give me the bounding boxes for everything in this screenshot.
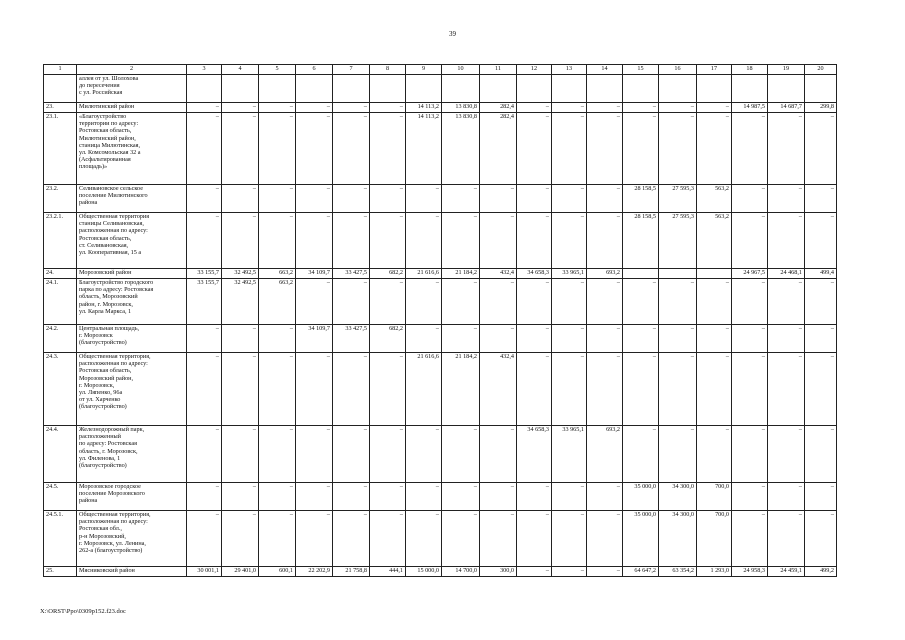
item-number-cell: 24.2.: [44, 325, 77, 353]
value-cell: –: [442, 511, 480, 567]
value-cell: 33 155,7: [187, 279, 222, 325]
value-cell: –: [587, 325, 623, 353]
value-cell: –: [333, 426, 370, 483]
value-cell: –: [768, 185, 805, 213]
value-cell: –: [587, 113, 623, 185]
value-cell: –: [370, 279, 406, 325]
value-cell: –: [732, 185, 768, 213]
value-cell: 300,0: [480, 567, 517, 577]
value-cell: [552, 75, 587, 103]
table-body: [44, 65, 837, 577]
value-cell: –: [406, 185, 442, 213]
value-cell: 22 202,9: [296, 567, 333, 577]
value-cell: –: [296, 213, 333, 269]
value-cell: –: [406, 325, 442, 353]
value-cell: 693,2: [587, 426, 623, 483]
value-cell: 14 113,2: [406, 113, 442, 185]
table-row: [44, 269, 837, 279]
value-cell: –: [517, 213, 552, 269]
column-number-cell: 15: [623, 65, 659, 75]
item-name-cell: Селивановское сельское поселение Милютинского района: [77, 185, 187, 213]
value-cell: [442, 75, 480, 103]
item-number-cell: [44, 75, 77, 103]
header-row: [44, 65, 837, 75]
value-cell: 563,2: [697, 213, 732, 269]
value-cell: –: [406, 483, 442, 511]
value-cell: –: [333, 185, 370, 213]
value-cell: –: [480, 483, 517, 511]
value-cell: 24 459,1: [768, 567, 805, 577]
value-cell: –: [480, 279, 517, 325]
value-cell: –: [517, 325, 552, 353]
table-row: [44, 279, 837, 325]
value-cell: –: [697, 113, 732, 185]
column-number-cell: 4: [222, 65, 259, 75]
value-cell: [259, 75, 296, 103]
table-row: [44, 213, 837, 269]
table-row: [44, 325, 837, 353]
value-cell: [732, 75, 768, 103]
value-cell: –: [370, 113, 406, 185]
value-cell: –: [697, 103, 732, 113]
value-cell: –: [333, 103, 370, 113]
value-cell: –: [370, 185, 406, 213]
value-cell: –: [623, 279, 659, 325]
column-number-cell: 13: [552, 65, 587, 75]
value-cell: –: [552, 185, 587, 213]
value-cell: –: [805, 279, 837, 325]
item-number-cell: 24.3.: [44, 353, 77, 426]
value-cell: –: [517, 483, 552, 511]
value-cell: –: [259, 511, 296, 567]
item-name-cell: Милютинский район: [77, 103, 187, 113]
value-cell: –: [187, 213, 222, 269]
value-cell: –: [587, 483, 623, 511]
value-cell: –: [333, 511, 370, 567]
value-cell: –: [805, 353, 837, 426]
value-cell: –: [697, 279, 732, 325]
value-cell: –: [480, 325, 517, 353]
value-cell: –: [333, 483, 370, 511]
value-cell: –: [732, 325, 768, 353]
value-cell: 663,2: [259, 279, 296, 325]
value-cell: 30 001,1: [187, 567, 222, 577]
value-cell: –: [222, 353, 259, 426]
value-cell: –: [333, 279, 370, 325]
item-name-cell: «Благоустройство территории по адресу: Ростовская область, Милютинский район, станица Милютинская, ул. Комсомольская 32 а (Асфальтированная площадь)»: [77, 113, 187, 185]
item-number-cell: 25.: [44, 567, 77, 577]
value-cell: –: [222, 103, 259, 113]
column-number-cell: 8: [370, 65, 406, 75]
value-cell: –: [659, 113, 697, 185]
footer-file-path: X:\ORST\Ppo\0309p152.f23.doc: [40, 608, 126, 615]
value-cell: –: [370, 353, 406, 426]
value-cell: –: [697, 353, 732, 426]
value-cell: 34 300,0: [659, 483, 697, 511]
item-name-cell: Благоустройство городского парка по адресу: Ростовская область, Морозовский район, г. Морозовск, ул. Карла Маркса, 1: [77, 279, 187, 325]
value-cell: –: [296, 353, 333, 426]
value-cell: 34 658,3: [517, 269, 552, 279]
value-cell: –: [587, 353, 623, 426]
value-cell: –: [732, 279, 768, 325]
value-cell: –: [517, 103, 552, 113]
value-cell: –: [370, 213, 406, 269]
value-cell: –: [259, 353, 296, 426]
value-cell: –: [805, 185, 837, 213]
value-cell: 13 830,8: [442, 113, 480, 185]
value-cell: 27 595,3: [659, 185, 697, 213]
item-name-cell: Морозовское городское поселение Морозовского района: [77, 483, 187, 511]
value-cell: –: [552, 353, 587, 426]
value-cell: –: [480, 213, 517, 269]
item-number-cell: 23.2.: [44, 185, 77, 213]
budget-table: [43, 64, 837, 577]
value-cell: –: [222, 213, 259, 269]
value-cell: 33 427,5: [333, 269, 370, 279]
value-cell: –: [187, 353, 222, 426]
value-cell: –: [805, 483, 837, 511]
value-cell: [333, 75, 370, 103]
value-cell: –: [517, 353, 552, 426]
value-cell: –: [370, 483, 406, 511]
column-number-cell: 1: [44, 65, 77, 75]
value-cell: 432,4: [480, 353, 517, 426]
value-cell: 34 658,3: [517, 426, 552, 483]
value-cell: –: [623, 113, 659, 185]
value-cell: 29 401,0: [222, 567, 259, 577]
value-cell: –: [296, 426, 333, 483]
column-number-cell: 19: [768, 65, 805, 75]
value-cell: [697, 269, 732, 279]
value-cell: –: [333, 353, 370, 426]
value-cell: 14 113,2: [406, 103, 442, 113]
item-name-cell: Общественная территория, расположенная по адресу: Ростовская обл., р-н Морозовский, г. Морозовск, ул. Ленина, 262-а (благоустройство): [77, 511, 187, 567]
value-cell: 63 354,2: [659, 567, 697, 577]
value-cell: –: [732, 483, 768, 511]
value-cell: –: [222, 325, 259, 353]
value-cell: –: [623, 353, 659, 426]
value-cell: –: [259, 103, 296, 113]
value-cell: –: [768, 279, 805, 325]
value-cell: –: [259, 113, 296, 185]
value-cell: –: [296, 483, 333, 511]
value-cell: –: [768, 325, 805, 353]
table-row: [44, 113, 837, 185]
value-cell: 33 965,1: [552, 269, 587, 279]
value-cell: 34 109,7: [296, 269, 333, 279]
value-cell: 563,2: [697, 185, 732, 213]
item-name-cell: Центральная площадь, г. Морозовск (благоустройство): [77, 325, 187, 353]
value-cell: –: [517, 185, 552, 213]
value-cell: –: [552, 483, 587, 511]
value-cell: [222, 75, 259, 103]
value-cell: –: [517, 567, 552, 577]
value-cell: –: [768, 483, 805, 511]
value-cell: 21 616,6: [406, 269, 442, 279]
value-cell: –: [623, 426, 659, 483]
value-cell: 35 000,0: [623, 511, 659, 567]
value-cell: –: [659, 279, 697, 325]
value-cell: 600,1: [259, 567, 296, 577]
item-number-cell: 23.1.: [44, 113, 77, 185]
value-cell: –: [296, 511, 333, 567]
column-number-cell: 11: [480, 65, 517, 75]
value-cell: –: [732, 426, 768, 483]
value-cell: [517, 75, 552, 103]
value-cell: 444,1: [370, 567, 406, 577]
value-cell: –: [659, 353, 697, 426]
value-cell: 28 158,5: [623, 185, 659, 213]
value-cell: –: [732, 213, 768, 269]
value-cell: –: [805, 325, 837, 353]
value-cell: 282,4: [480, 113, 517, 185]
value-cell: –: [659, 325, 697, 353]
column-number-cell: 16: [659, 65, 697, 75]
column-number-cell: 9: [406, 65, 442, 75]
column-number-cell: 18: [732, 65, 768, 75]
column-number-cell: 7: [333, 65, 370, 75]
value-cell: –: [552, 279, 587, 325]
value-cell: –: [697, 426, 732, 483]
value-cell: –: [480, 426, 517, 483]
value-cell: –: [552, 511, 587, 567]
value-cell: –: [768, 113, 805, 185]
value-cell: –: [333, 113, 370, 185]
table-row: [44, 426, 837, 483]
item-name-cell: Морозовский район: [77, 269, 187, 279]
table-row: [44, 75, 837, 103]
value-cell: 28 158,5: [623, 213, 659, 269]
column-number-cell: 3: [187, 65, 222, 75]
value-cell: –: [259, 213, 296, 269]
value-cell: –: [259, 483, 296, 511]
value-cell: –: [442, 279, 480, 325]
item-name-cell: Мясниковский район: [77, 567, 187, 577]
value-cell: –: [222, 426, 259, 483]
item-name-cell: аллея от ул. Шолохова до пересечения с ул. Российская: [77, 75, 187, 103]
column-number-cell: 20: [805, 65, 837, 75]
value-cell: –: [768, 353, 805, 426]
table-row: [44, 103, 837, 113]
value-cell: 299,8: [805, 103, 837, 113]
value-cell: 700,0: [697, 511, 732, 567]
item-number-cell: 24.5.: [44, 483, 77, 511]
value-cell: 33 427,5: [333, 325, 370, 353]
table-row: [44, 185, 837, 213]
value-cell: –: [517, 279, 552, 325]
item-number-cell: 24.4.: [44, 426, 77, 483]
item-name-cell: Железнодорожный парк, расположенный по адресу: Ростовская область, г. Морозовск, ул. Филенова, 1 (благоустройство): [77, 426, 187, 483]
value-cell: [187, 75, 222, 103]
value-cell: –: [480, 511, 517, 567]
value-cell: –: [659, 103, 697, 113]
item-name-cell: Общественная территория, расположенная по адресу: Ростовская область, Морозовский район, г. Морозовск, ул. Ляпенко, 96а от ул. Харченко (благоустройство): [77, 353, 187, 426]
value-cell: 14 700,0: [442, 567, 480, 577]
value-cell: –: [406, 426, 442, 483]
value-cell: 682,2: [370, 269, 406, 279]
value-cell: 499,2: [805, 567, 837, 577]
value-cell: –: [517, 113, 552, 185]
value-cell: –: [296, 185, 333, 213]
value-cell: –: [187, 113, 222, 185]
value-cell: [805, 75, 837, 103]
column-number-cell: 2: [77, 65, 187, 75]
value-cell: [768, 75, 805, 103]
value-cell: [480, 75, 517, 103]
value-cell: –: [732, 511, 768, 567]
value-cell: 27 595,3: [659, 213, 697, 269]
value-cell: [296, 75, 333, 103]
value-cell: –: [480, 185, 517, 213]
value-cell: [659, 269, 697, 279]
value-cell: –: [259, 426, 296, 483]
value-cell: 13 830,8: [442, 103, 480, 113]
value-cell: 35 000,0: [623, 483, 659, 511]
value-cell: 1 293,0: [697, 567, 732, 577]
value-cell: 21 184,2: [442, 353, 480, 426]
table-row: [44, 483, 837, 511]
value-cell: –: [187, 511, 222, 567]
value-cell: 32 492,5: [222, 269, 259, 279]
value-cell: [659, 75, 697, 103]
value-cell: –: [732, 113, 768, 185]
value-cell: –: [587, 103, 623, 113]
value-cell: 32 492,5: [222, 279, 259, 325]
column-number-cell: 5: [259, 65, 296, 75]
value-cell: –: [552, 325, 587, 353]
value-cell: –: [587, 185, 623, 213]
value-cell: –: [587, 567, 623, 577]
value-cell: –: [587, 279, 623, 325]
value-cell: 21 184,2: [442, 269, 480, 279]
item-number-cell: 23.: [44, 103, 77, 113]
value-cell: –: [406, 279, 442, 325]
value-cell: –: [296, 103, 333, 113]
value-cell: 21 758,8: [333, 567, 370, 577]
value-cell: –: [370, 426, 406, 483]
value-cell: –: [659, 426, 697, 483]
value-cell: –: [552, 213, 587, 269]
column-number-cell: 10: [442, 65, 480, 75]
value-cell: –: [406, 511, 442, 567]
value-cell: –: [552, 567, 587, 577]
page-number: 39: [449, 30, 456, 38]
value-cell: –: [406, 213, 442, 269]
column-number-cell: 14: [587, 65, 623, 75]
value-cell: –: [805, 426, 837, 483]
value-cell: –: [768, 426, 805, 483]
value-cell: –: [805, 213, 837, 269]
value-cell: –: [623, 103, 659, 113]
value-cell: 34 109,7: [296, 325, 333, 353]
value-cell: 499,4: [805, 269, 837, 279]
value-cell: –: [187, 483, 222, 511]
value-cell: –: [768, 213, 805, 269]
value-cell: –: [187, 325, 222, 353]
value-cell: 14 687,7: [768, 103, 805, 113]
value-cell: 15 000,0: [406, 567, 442, 577]
value-cell: 693,2: [587, 269, 623, 279]
value-cell: 24 958,3: [732, 567, 768, 577]
value-cell: [406, 75, 442, 103]
value-cell: –: [587, 511, 623, 567]
value-cell: 432,4: [480, 269, 517, 279]
value-cell: 663,2: [259, 269, 296, 279]
item-number-cell: 24.1.: [44, 279, 77, 325]
value-cell: –: [370, 511, 406, 567]
value-cell: –: [222, 483, 259, 511]
value-cell: 14 987,5: [732, 103, 768, 113]
table-row: [44, 511, 837, 567]
value-cell: 24 967,5: [732, 269, 768, 279]
value-cell: –: [296, 113, 333, 185]
value-cell: –: [768, 511, 805, 567]
value-cell: 682,2: [370, 325, 406, 353]
value-cell: –: [259, 185, 296, 213]
value-cell: –: [587, 213, 623, 269]
value-cell: 33 965,1: [552, 426, 587, 483]
column-number-cell: 12: [517, 65, 552, 75]
value-cell: 282,4: [480, 103, 517, 113]
value-cell: –: [732, 353, 768, 426]
value-cell: –: [222, 185, 259, 213]
value-cell: [623, 75, 659, 103]
item-name-cell: Общественная территория станицы Селивановская, расположенная по адресу: Ростовская область, ст. Селивановская, ул. Кооперативная, 15 а: [77, 213, 187, 269]
value-cell: 700,0: [697, 483, 732, 511]
item-number-cell: 23.2.1.: [44, 213, 77, 269]
value-cell: –: [442, 213, 480, 269]
value-cell: [587, 75, 623, 103]
value-cell: [623, 269, 659, 279]
value-cell: –: [187, 426, 222, 483]
value-cell: –: [805, 113, 837, 185]
item-number-cell: 24.5.1.: [44, 511, 77, 567]
column-number-cell: 17: [697, 65, 732, 75]
value-cell: –: [442, 185, 480, 213]
value-cell: 64 647,2: [623, 567, 659, 577]
table-row: [44, 567, 837, 577]
value-cell: [697, 75, 732, 103]
value-cell: 21 616,6: [406, 353, 442, 426]
value-cell: –: [370, 103, 406, 113]
value-cell: 33 155,7: [187, 269, 222, 279]
table-row: [44, 353, 837, 426]
value-cell: 24 468,1: [768, 269, 805, 279]
value-cell: –: [552, 113, 587, 185]
value-cell: –: [623, 325, 659, 353]
value-cell: –: [442, 483, 480, 511]
value-cell: –: [697, 325, 732, 353]
value-cell: –: [187, 103, 222, 113]
column-number-cell: 6: [296, 65, 333, 75]
value-cell: –: [222, 511, 259, 567]
value-cell: [370, 75, 406, 103]
item-number-cell: 24.: [44, 269, 77, 279]
value-cell: –: [222, 113, 259, 185]
value-cell: –: [187, 185, 222, 213]
value-cell: –: [259, 325, 296, 353]
value-cell: –: [805, 511, 837, 567]
value-cell: –: [552, 103, 587, 113]
value-cell: 34 300,0: [659, 511, 697, 567]
value-cell: –: [517, 511, 552, 567]
value-cell: –: [296, 279, 333, 325]
value-cell: –: [442, 426, 480, 483]
value-cell: –: [333, 213, 370, 269]
value-cell: –: [442, 325, 480, 353]
